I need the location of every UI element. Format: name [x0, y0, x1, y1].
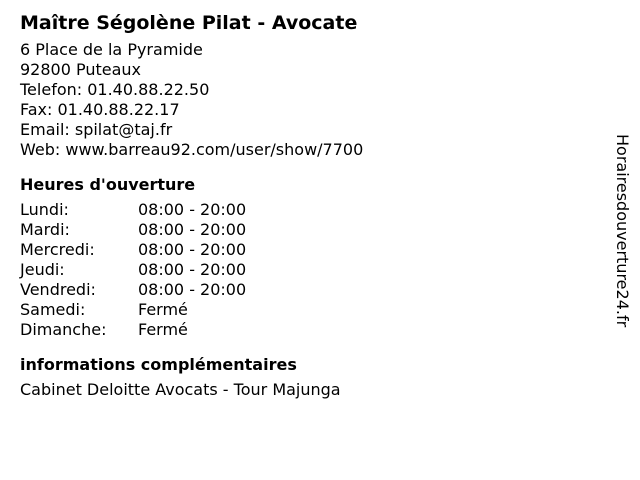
hours-row-saturday	[20, 300, 580, 320]
hours-time: 08:00 - 20:00	[138, 240, 247, 259]
hours-time: 08:00 - 20:00	[138, 280, 247, 299]
hours-day: Samedi:	[20, 300, 86, 319]
fax-number: Fax: 01.40.88.22.17	[20, 100, 180, 119]
phone-number: Telefon: 01.40.88.22.50	[20, 80, 210, 99]
hours-day: Lundi:	[20, 200, 69, 219]
address-block	[20, 40, 580, 160]
hours-row-sunday	[20, 320, 580, 340]
email-address: Email: spilat@taj.fr	[20, 120, 173, 139]
city-postal: 92800 Puteaux	[20, 60, 142, 79]
website-url: Web: www.barreau92.com/user/show/7700	[20, 140, 364, 159]
street-address: 6 Place de la Pyramide	[20, 40, 203, 59]
additional-info-heading: informations complémentaires	[20, 355, 297, 374]
hours-row-wednesday	[20, 240, 580, 260]
hours-day: Dimanche:	[20, 320, 107, 339]
hours-row-friday	[20, 280, 580, 300]
site-brand-vertical: Horairesdouverture24.fr	[613, 134, 632, 328]
opening-hours-heading: Heures d'ouverture	[20, 175, 196, 194]
hours-time: Fermé	[138, 300, 188, 319]
hours-time: 08:00 - 20:00	[138, 220, 247, 239]
hours-row-tuesday	[20, 220, 580, 240]
hours-row-monday	[20, 200, 580, 220]
hours-time: 08:00 - 20:00	[138, 260, 247, 279]
hours-time: 08:00 - 20:00	[138, 200, 247, 219]
hours-day: Mercredi:	[20, 240, 95, 259]
hours-day: Jeudi:	[20, 260, 65, 279]
hours-row-thursday	[20, 260, 580, 280]
opening-hours-table	[20, 200, 580, 340]
hours-day: Mardi:	[20, 220, 70, 239]
hours-time: Fermé	[138, 320, 188, 339]
business-title: Maître Ségolène Pilat - Avocate	[20, 12, 358, 34]
hours-day: Vendredi:	[20, 280, 96, 299]
business-card	[20, 10, 580, 400]
additional-info-text: Cabinet Deloitte Avocats - Tour Majunga	[20, 380, 341, 399]
